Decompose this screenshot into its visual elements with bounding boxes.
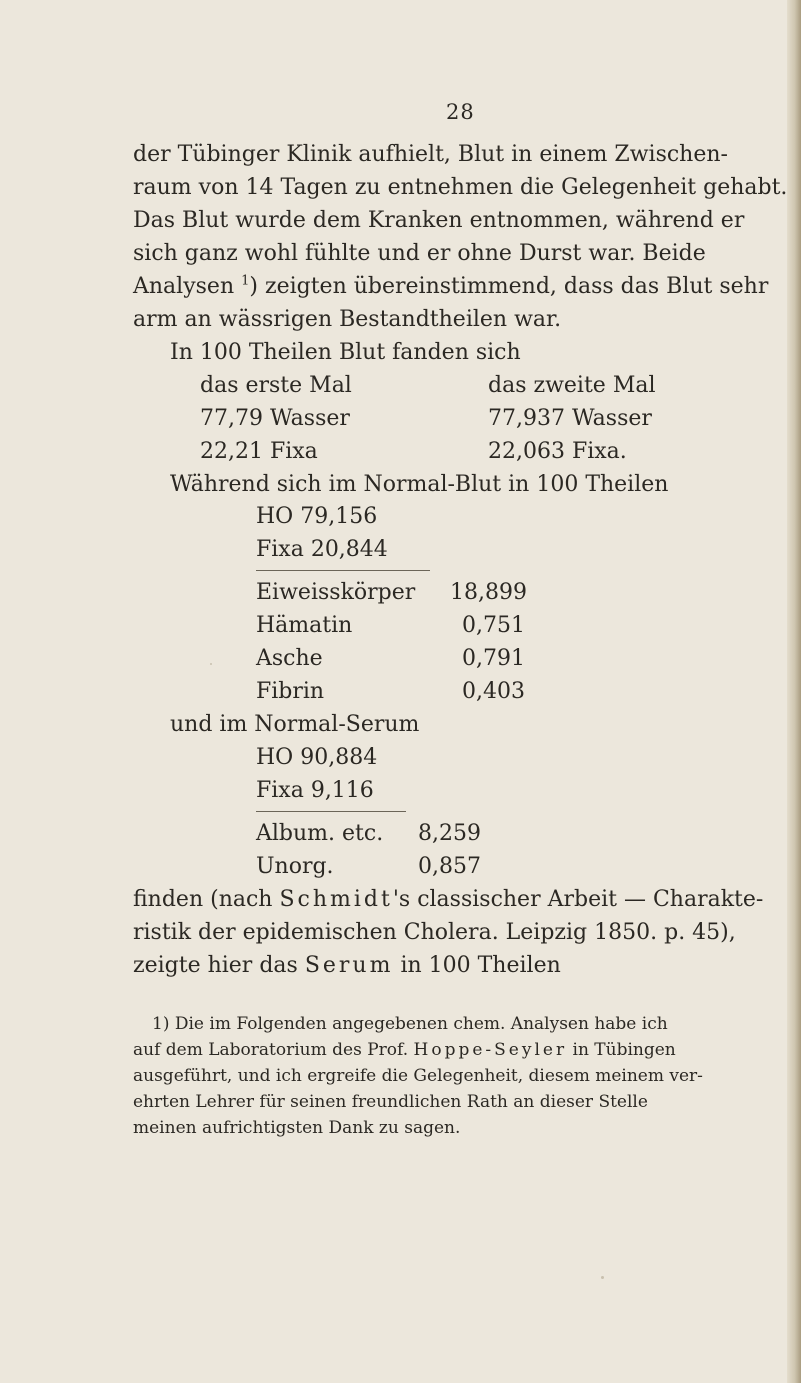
second-analysis-heading: das zweite Mal (488, 373, 656, 398)
para1-line2: raum von 14 Tagen zu entnehmen die Gelegenheit gehabt. (133, 175, 788, 200)
footnote-line2-end: in Tübingen (572, 1040, 676, 1060)
page-edge (787, 0, 801, 1383)
component-name: Asche (256, 646, 323, 671)
serum-intro: und im Normal-Serum (170, 712, 420, 737)
footnote-line2-start: auf dem Laboratorium des Prof. (133, 1040, 409, 1060)
first-water: 77,79 Wasser (200, 406, 350, 431)
sum-rule-blood (256, 570, 430, 571)
second-water: 77,937 Wasser (488, 406, 652, 431)
para2-line3 (133, 953, 561, 979)
para2-line2: ristik der epidemischen Cholera. Leipzig 1850. p. 45), (133, 920, 736, 945)
para2-line1-end: 's classischer Arbeit — Charakte- (392, 887, 764, 912)
first-fixa: 22,21 Fixa (200, 439, 318, 464)
component-name: Fibrin (256, 679, 325, 704)
para1-line3: Das Blut wurde dem Kranken entnommen, während er (133, 208, 745, 233)
para2-line3-end: in 100 Theilen (400, 953, 561, 978)
footnote-line4: ehrten Lehrer für seinen freundlichen Rath an dieser Stelle (133, 1092, 648, 1112)
page-number: 28 (446, 100, 475, 124)
author-name-hoppe-seyler: Hoppe-Seyler (413, 1040, 568, 1060)
para2-line1-start: finden (nach (133, 887, 273, 912)
footnote-line5: meinen aufrichtigsten Dank zu sagen. (133, 1118, 461, 1138)
serum-unorg-value: 0,857 (418, 854, 481, 879)
first-analysis-heading: das erste Mal (200, 373, 352, 398)
serum-fixa: Fixa 9,116 (256, 778, 374, 803)
component-value: 0,403 (462, 679, 525, 704)
paper-speck (601, 1276, 604, 1279)
component-name: Eiweisskörper (256, 580, 416, 605)
second-fixa: 22,063 Fixa. (488, 439, 627, 464)
normal-blood-intro: Während sich im Normal-Blut in 100 Theilen (170, 472, 669, 497)
footnote-line3: ausgeführt, und ich ergreife die Gelegenheit, diesem meinem ver- (133, 1066, 703, 1086)
para1-line1: der Tübinger Klinik aufhielt, Blut in einem Zwischen- (133, 142, 728, 167)
para1-line5-end: ) zeigten übereinstimmend, dass das Blut sehr (249, 274, 769, 299)
footnote-line1: 1) Die im Folgenden angegebenen chem. Analysen habe ich (152, 1014, 668, 1034)
footnote-line2 (133, 1039, 676, 1061)
component-value: 18,899 (450, 580, 527, 605)
para1-line5-start: Analysen (133, 274, 235, 299)
serum-ho: HO 90,884 (256, 745, 378, 770)
sum-rule-serum (256, 811, 406, 812)
serum-album-value: 8,259 (418, 821, 481, 846)
serum-unorg-name: Unorg. (256, 854, 334, 879)
paper-speck (210, 663, 212, 665)
footnote-marker[interactable]: 1 (241, 273, 250, 289)
component-value: 0,751 (462, 613, 525, 638)
para2-line1 (133, 887, 763, 913)
para1-line5 (133, 274, 768, 300)
intro-line: In 100 Theilen Blut fanden sich (170, 340, 521, 365)
component-name: Hämatin (256, 613, 353, 638)
term-serum: Serum (304, 953, 394, 978)
serum-album-name: Album. etc. (256, 821, 384, 846)
component-value: 0,791 (462, 646, 525, 671)
author-name-schmidt: Schmidt (279, 887, 393, 912)
normal-blood-ho: HO 79,156 (256, 504, 378, 529)
para1-line4: sich ganz wohl fühlte und er ohne Durst war. Beide (133, 241, 706, 266)
para2-line3-start: zeigte hier das (133, 953, 298, 978)
normal-blood-fixa: Fixa 20,844 (256, 537, 388, 562)
para1-line6: arm an wässrigen Bestandtheilen war. (133, 307, 562, 332)
